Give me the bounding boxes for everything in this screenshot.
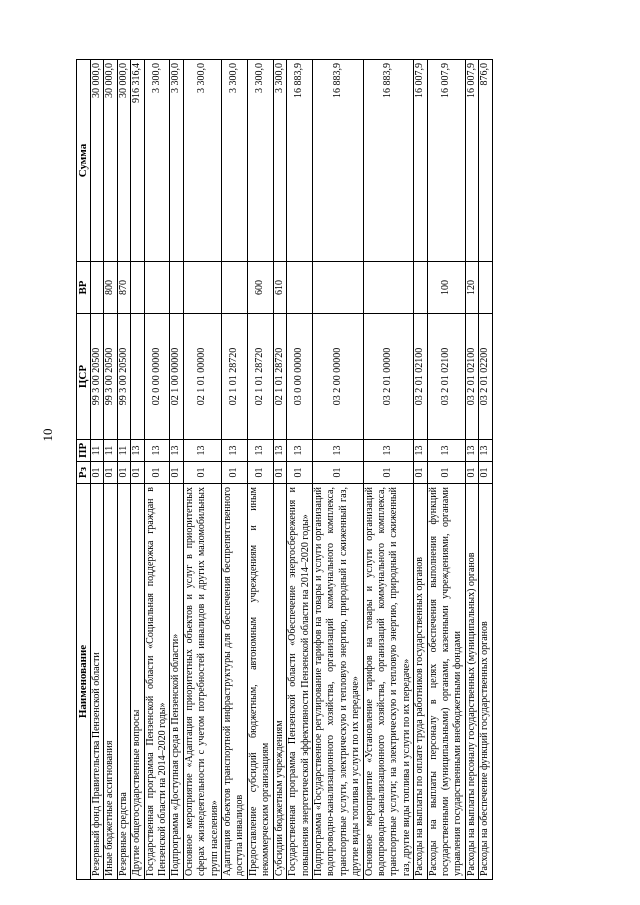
table-row xyxy=(273,60,286,880)
row-csr: 02 1 00 00000 xyxy=(170,314,183,440)
row-sum: 3 300,0 xyxy=(247,60,273,262)
row-rz: 01 xyxy=(104,462,117,484)
row-vr: 800 xyxy=(104,262,117,314)
row-rz: 01 xyxy=(183,462,221,484)
row-pr: 13 xyxy=(222,440,248,462)
row-sum: 16 883,9 xyxy=(287,60,313,262)
header-pr: ПР xyxy=(77,440,91,462)
row-sum: 3 300,0 xyxy=(273,60,286,262)
row-sum: 30 000,0 xyxy=(91,60,104,262)
row-name: Расходы на выплаты по оплате труда работников государственных органов xyxy=(414,484,427,880)
row-rz: 01 xyxy=(312,462,363,484)
row-rz: 01 xyxy=(465,462,478,484)
row-vr xyxy=(479,262,492,314)
row-vr xyxy=(131,262,144,314)
row-pr: 13 xyxy=(427,440,465,462)
table-row xyxy=(414,60,427,880)
row-name: Подпрограмма «Государственное регулирование тарифов на товары и услуги организаций водопроводно-канализационного хозяйства, организаций коммунального комплекса, транспортные услуги, электрическую и тепловую энергию, природный и сжиженный газ, другие виды топлива и услуги по их передаче» xyxy=(312,484,363,880)
row-pr: 11 xyxy=(91,440,104,462)
row-pr: 13 xyxy=(131,440,144,462)
table-row xyxy=(479,60,492,880)
row-sum: 876,0 xyxy=(479,60,492,262)
row-sum: 30 000,0 xyxy=(104,60,117,262)
table-row xyxy=(131,60,144,880)
row-csr: 03 2 00 00000 xyxy=(312,314,363,440)
table-row xyxy=(287,60,313,880)
row-name: Расходы на выплаты персоналу государственных (муниципальных) органов xyxy=(465,484,478,880)
row-pr: 13 xyxy=(363,440,414,462)
row-rz: 01 xyxy=(91,462,104,484)
row-rz: 01 xyxy=(222,462,248,484)
row-rz: 01 xyxy=(170,462,183,484)
row-csr: 03 2 01 02100 xyxy=(414,314,427,440)
table-row xyxy=(117,60,130,880)
budget-table xyxy=(76,59,493,880)
row-sum: 30 000,0 xyxy=(117,60,130,262)
table-row xyxy=(222,60,248,880)
row-csr: 02 1 01 28720 xyxy=(273,314,286,440)
row-name: Подпрограмма «Доступная среда в Пензенской области» xyxy=(170,484,183,880)
row-vr: 100 xyxy=(427,262,465,314)
row-vr xyxy=(312,262,363,314)
header-vr: ВР xyxy=(77,262,91,314)
row-name: Адаптация объектов транспортной инфраструктуры для обеспечения беспрепятственного доступа инвалидов xyxy=(222,484,248,880)
row-csr: 02 0 00 00000 xyxy=(144,314,170,440)
row-pr: 13 xyxy=(465,440,478,462)
row-rz: 01 xyxy=(247,462,273,484)
row-name: Резервные средства xyxy=(117,484,130,880)
row-rz: 01 xyxy=(273,462,286,484)
row-name: Расходы на выплаты персоналу в целях обеспечения выполнения функций государственными (муниципальными) органами, казенными учреждениями, органами управления государственными внебюджетными фондами xyxy=(427,484,465,880)
row-name: Основное мероприятие «Установление тарифов на товары и услуги организаций водопроводно-канализационного хозяйства, организаций коммунального комплекса, транспортные услуги; на электрическую и тепловую энергию, природный и сжиженный газ, другие виды топлива и услуги по их передаче» xyxy=(363,484,414,880)
row-name: Предоставление субсидий бюджетным, автономным учреждениям и иным некоммерческим организациям xyxy=(247,484,273,880)
row-vr xyxy=(287,262,313,314)
row-pr: 13 xyxy=(144,440,170,462)
table-row xyxy=(312,60,363,880)
row-csr: 02 1 01 28720 xyxy=(222,314,248,440)
table-row xyxy=(247,60,273,880)
row-rz: 01 xyxy=(144,462,170,484)
row-csr: 03 2 01 00000 xyxy=(363,314,414,440)
row-rz: 01 xyxy=(414,462,427,484)
row-sum: 3 300,0 xyxy=(183,60,221,262)
row-vr xyxy=(144,262,170,314)
row-csr: 03 2 01 02100 xyxy=(427,314,465,440)
row-rz: 01 xyxy=(117,462,130,484)
row-csr: 02 1 01 00000 xyxy=(183,314,221,440)
row-name: Расходы на обеспечение функций государственных органов xyxy=(479,484,492,880)
table-header-row xyxy=(77,60,91,880)
row-name: Резервный фонд Правительства Пензенской области xyxy=(91,484,104,880)
row-sum: 16 883,9 xyxy=(363,60,414,262)
row-pr: 13 xyxy=(247,440,273,462)
row-sum: 3 300,0 xyxy=(144,60,170,262)
row-pr: 13 xyxy=(170,440,183,462)
row-sum: 16 007,9 xyxy=(414,60,427,262)
header-csr: ЦСР xyxy=(77,314,91,440)
row-pr: 11 xyxy=(117,440,130,462)
row-rz: 01 xyxy=(427,462,465,484)
row-csr: 03 0 00 00000 xyxy=(287,314,313,440)
row-name: Государственная программа Пензенской области «Социальная поддержка граждан в Пензенской области на 2014–2020 годы» xyxy=(144,484,170,880)
row-sum: 16 883,9 xyxy=(312,60,363,262)
row-vr: 870 xyxy=(117,262,130,314)
table-row xyxy=(363,60,414,880)
row-rz: 01 xyxy=(479,462,492,484)
row-sum: 16 007,9 xyxy=(465,60,478,262)
header-name: Наименование xyxy=(77,484,91,880)
row-pr: 13 xyxy=(287,440,313,462)
page-number: 10 xyxy=(40,428,55,442)
row-name: Основное мероприятие «Адаптация приоритетных объектов и услуг в приоритетных сферах жизнедеятельности с учетом потребностей инвалидов и других маломобильных групп населения» xyxy=(183,484,221,880)
row-sum: 16 007,9 xyxy=(427,60,465,262)
table-row xyxy=(91,60,104,880)
row-rz: 01 xyxy=(131,462,144,484)
row-sum: 916 316,4 xyxy=(131,60,144,262)
table-row xyxy=(144,60,170,880)
rotated-page xyxy=(76,60,606,880)
row-csr: 03 2 01 02200 xyxy=(479,314,492,440)
header-rz: Рз xyxy=(77,462,91,484)
row-csr xyxy=(131,314,144,440)
row-name: Субсидии бюджетным учреждениям xyxy=(273,484,286,880)
table-row xyxy=(183,60,221,880)
table-row xyxy=(465,60,478,880)
row-rz: 01 xyxy=(287,462,313,484)
row-pr: 11 xyxy=(104,440,117,462)
row-vr: 610 xyxy=(273,262,286,314)
row-csr: 02 1 01 28720 xyxy=(247,314,273,440)
row-vr xyxy=(363,262,414,314)
row-vr xyxy=(183,262,221,314)
row-csr: 99 3 00 20500 xyxy=(117,314,130,440)
row-name: Иные бюджетные ассигнования xyxy=(104,484,117,880)
row-pr: 13 xyxy=(273,440,286,462)
row-pr: 13 xyxy=(312,440,363,462)
table-row xyxy=(170,60,183,880)
table-row xyxy=(104,60,117,880)
row-name: Другие общегосударственные вопросы xyxy=(131,484,144,880)
row-csr: 99 3 00 20500 xyxy=(91,314,104,440)
header-sum: Сумма xyxy=(77,60,91,262)
row-rz: 01 xyxy=(363,462,414,484)
row-pr: 13 xyxy=(479,440,492,462)
row-vr xyxy=(91,262,104,314)
row-sum: 3 300,0 xyxy=(222,60,248,262)
row-pr: 13 xyxy=(183,440,221,462)
row-vr xyxy=(170,262,183,314)
row-sum: 3 300,0 xyxy=(170,60,183,262)
row-csr: 03 2 01 02100 xyxy=(465,314,478,440)
row-vr xyxy=(414,262,427,314)
row-csr: 99 3 00 20500 xyxy=(104,314,117,440)
row-pr: 13 xyxy=(414,440,427,462)
row-vr xyxy=(222,262,248,314)
row-name: Государственная программа Пензенской области «Обеспечение энергосбережения и повышения энергетической эффективности Пензенской области на 2014–2020 годы» xyxy=(287,484,313,880)
row-vr: 120 xyxy=(465,262,478,314)
table-row xyxy=(427,60,465,880)
row-vr: 600 xyxy=(247,262,273,314)
